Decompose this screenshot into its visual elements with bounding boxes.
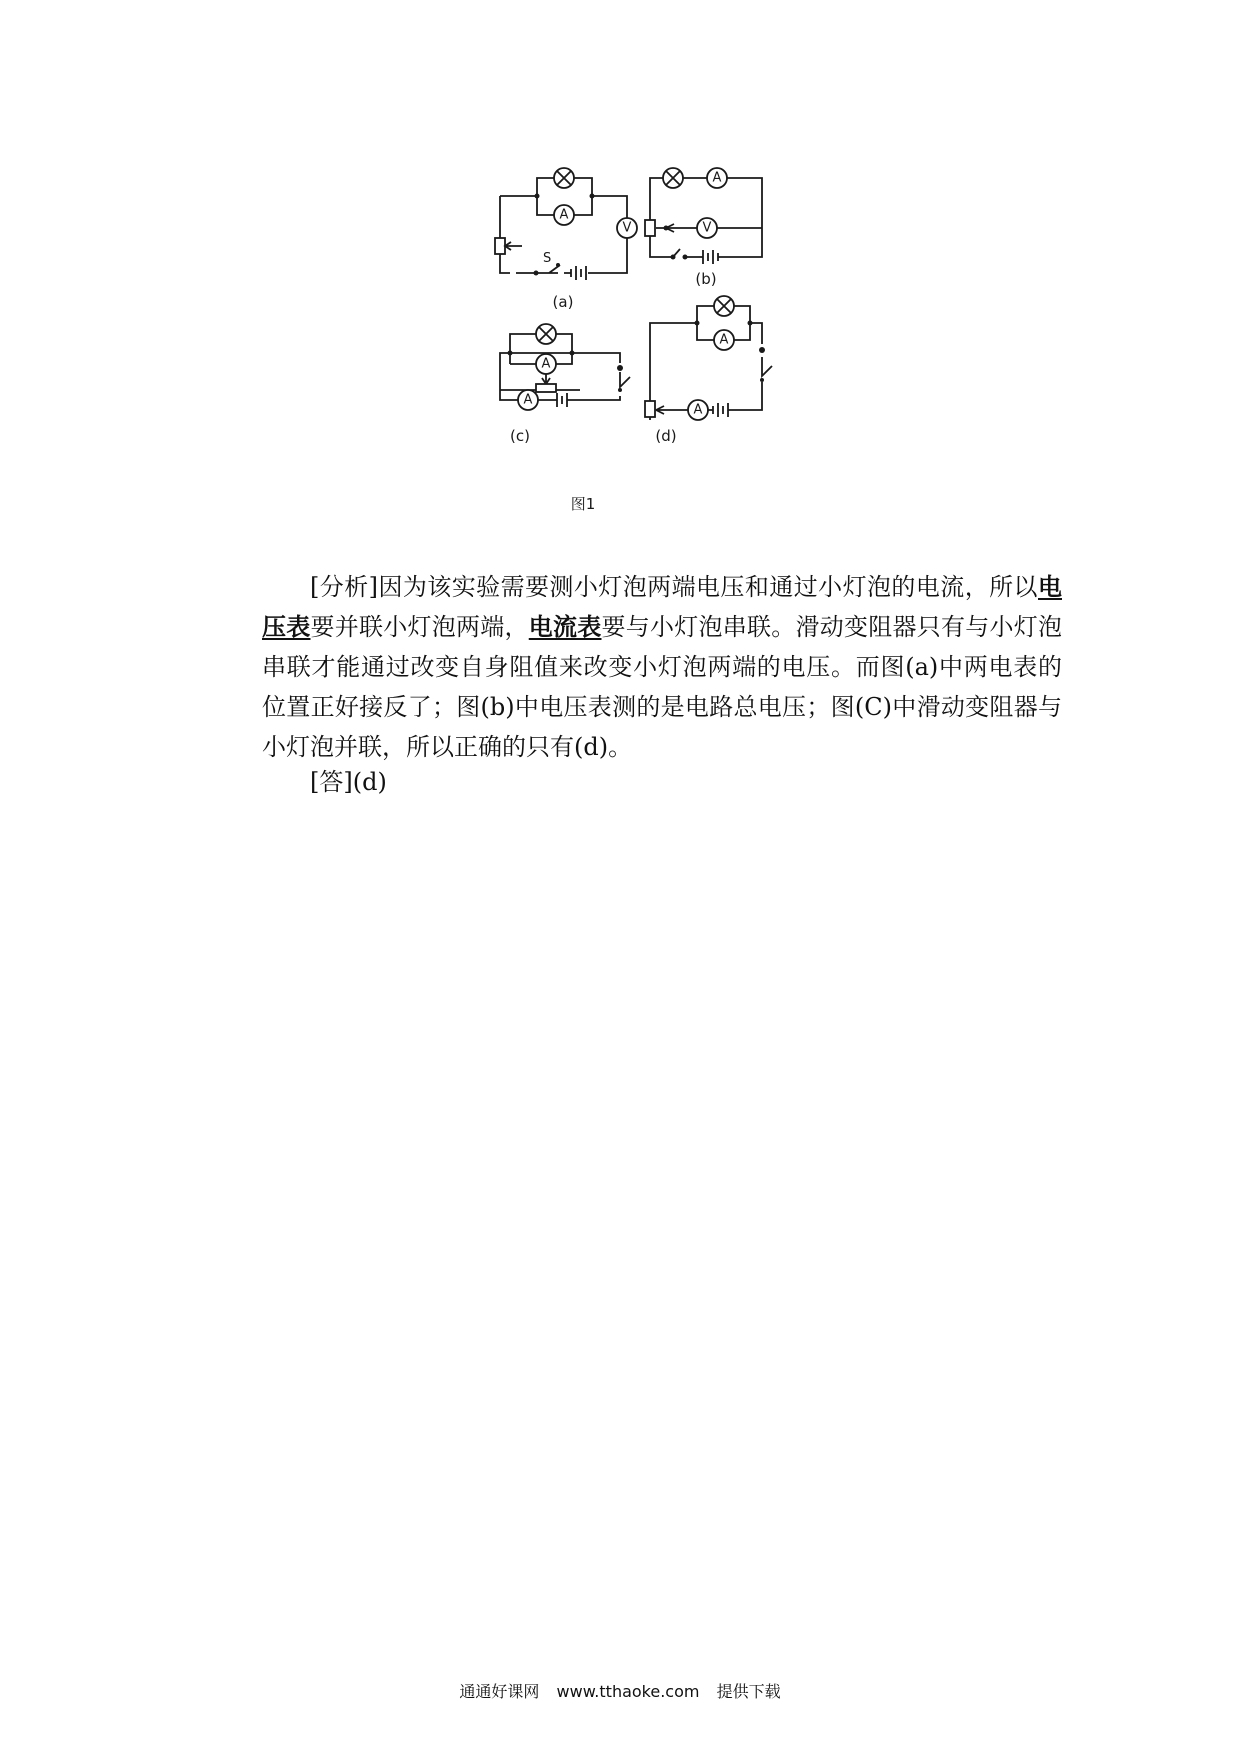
subfigure-label: (c) bbox=[510, 427, 530, 445]
analysis-text: 要与小灯泡串联。滑动变阻器只有与小灯泡串联才能通过改变自身阻值来改变小灯泡两端的电压。而图(a)中两电表的位置正好接反了；图(b)中电压表测的是电路总电压；图(C)中滑动变阻器与小灯泡并联，所以正确的只有(d)。 bbox=[262, 613, 1062, 761]
circuit-a bbox=[495, 168, 637, 311]
analysis-text: 要并联小灯泡两端， bbox=[310, 613, 529, 641]
ammeter-label: A bbox=[719, 332, 729, 348]
analysis-paragraph bbox=[262, 567, 1062, 767]
rheostat-icon bbox=[536, 384, 556, 392]
ammeter-label: A bbox=[712, 170, 722, 186]
subfigure-label: (b) bbox=[695, 270, 717, 288]
analysis-text: [分析]因为该实验需要测小灯泡两端电压和通过小灯泡的电流，所以 bbox=[310, 573, 1038, 601]
circuit-c bbox=[500, 324, 630, 445]
circuit-figure bbox=[480, 150, 810, 540]
circuit-d bbox=[645, 296, 772, 445]
footer-url: www.tthaoke.com bbox=[556, 1682, 700, 1701]
rheostat-icon bbox=[645, 401, 655, 417]
ammeter-term: 电流表 bbox=[528, 612, 602, 641]
subfigure-label: (d) bbox=[655, 427, 677, 445]
ammeter-label: A bbox=[559, 207, 569, 223]
ammeter-label: A bbox=[523, 392, 533, 408]
subfigure-label: (a) bbox=[552, 293, 574, 311]
voltmeter-term: 电压表 bbox=[262, 572, 1062, 641]
voltmeter-label: V bbox=[622, 220, 632, 236]
voltmeter-label: V bbox=[702, 220, 712, 236]
switch-label: S bbox=[543, 251, 552, 266]
page-footer bbox=[0, 1679, 1240, 1702]
footer-suffix: 提供下载 bbox=[716, 1682, 781, 1701]
ammeter-label: A bbox=[541, 356, 551, 372]
rheostat-icon bbox=[645, 220, 655, 236]
figure-caption: 图1 bbox=[570, 495, 596, 513]
answer-paragraph bbox=[262, 762, 1062, 802]
circuit-b bbox=[645, 168, 762, 288]
answer-text: [答](d) bbox=[310, 768, 387, 796]
ammeter-label: A bbox=[693, 402, 703, 418]
footer-site-name: 通通好课网 bbox=[459, 1682, 540, 1701]
